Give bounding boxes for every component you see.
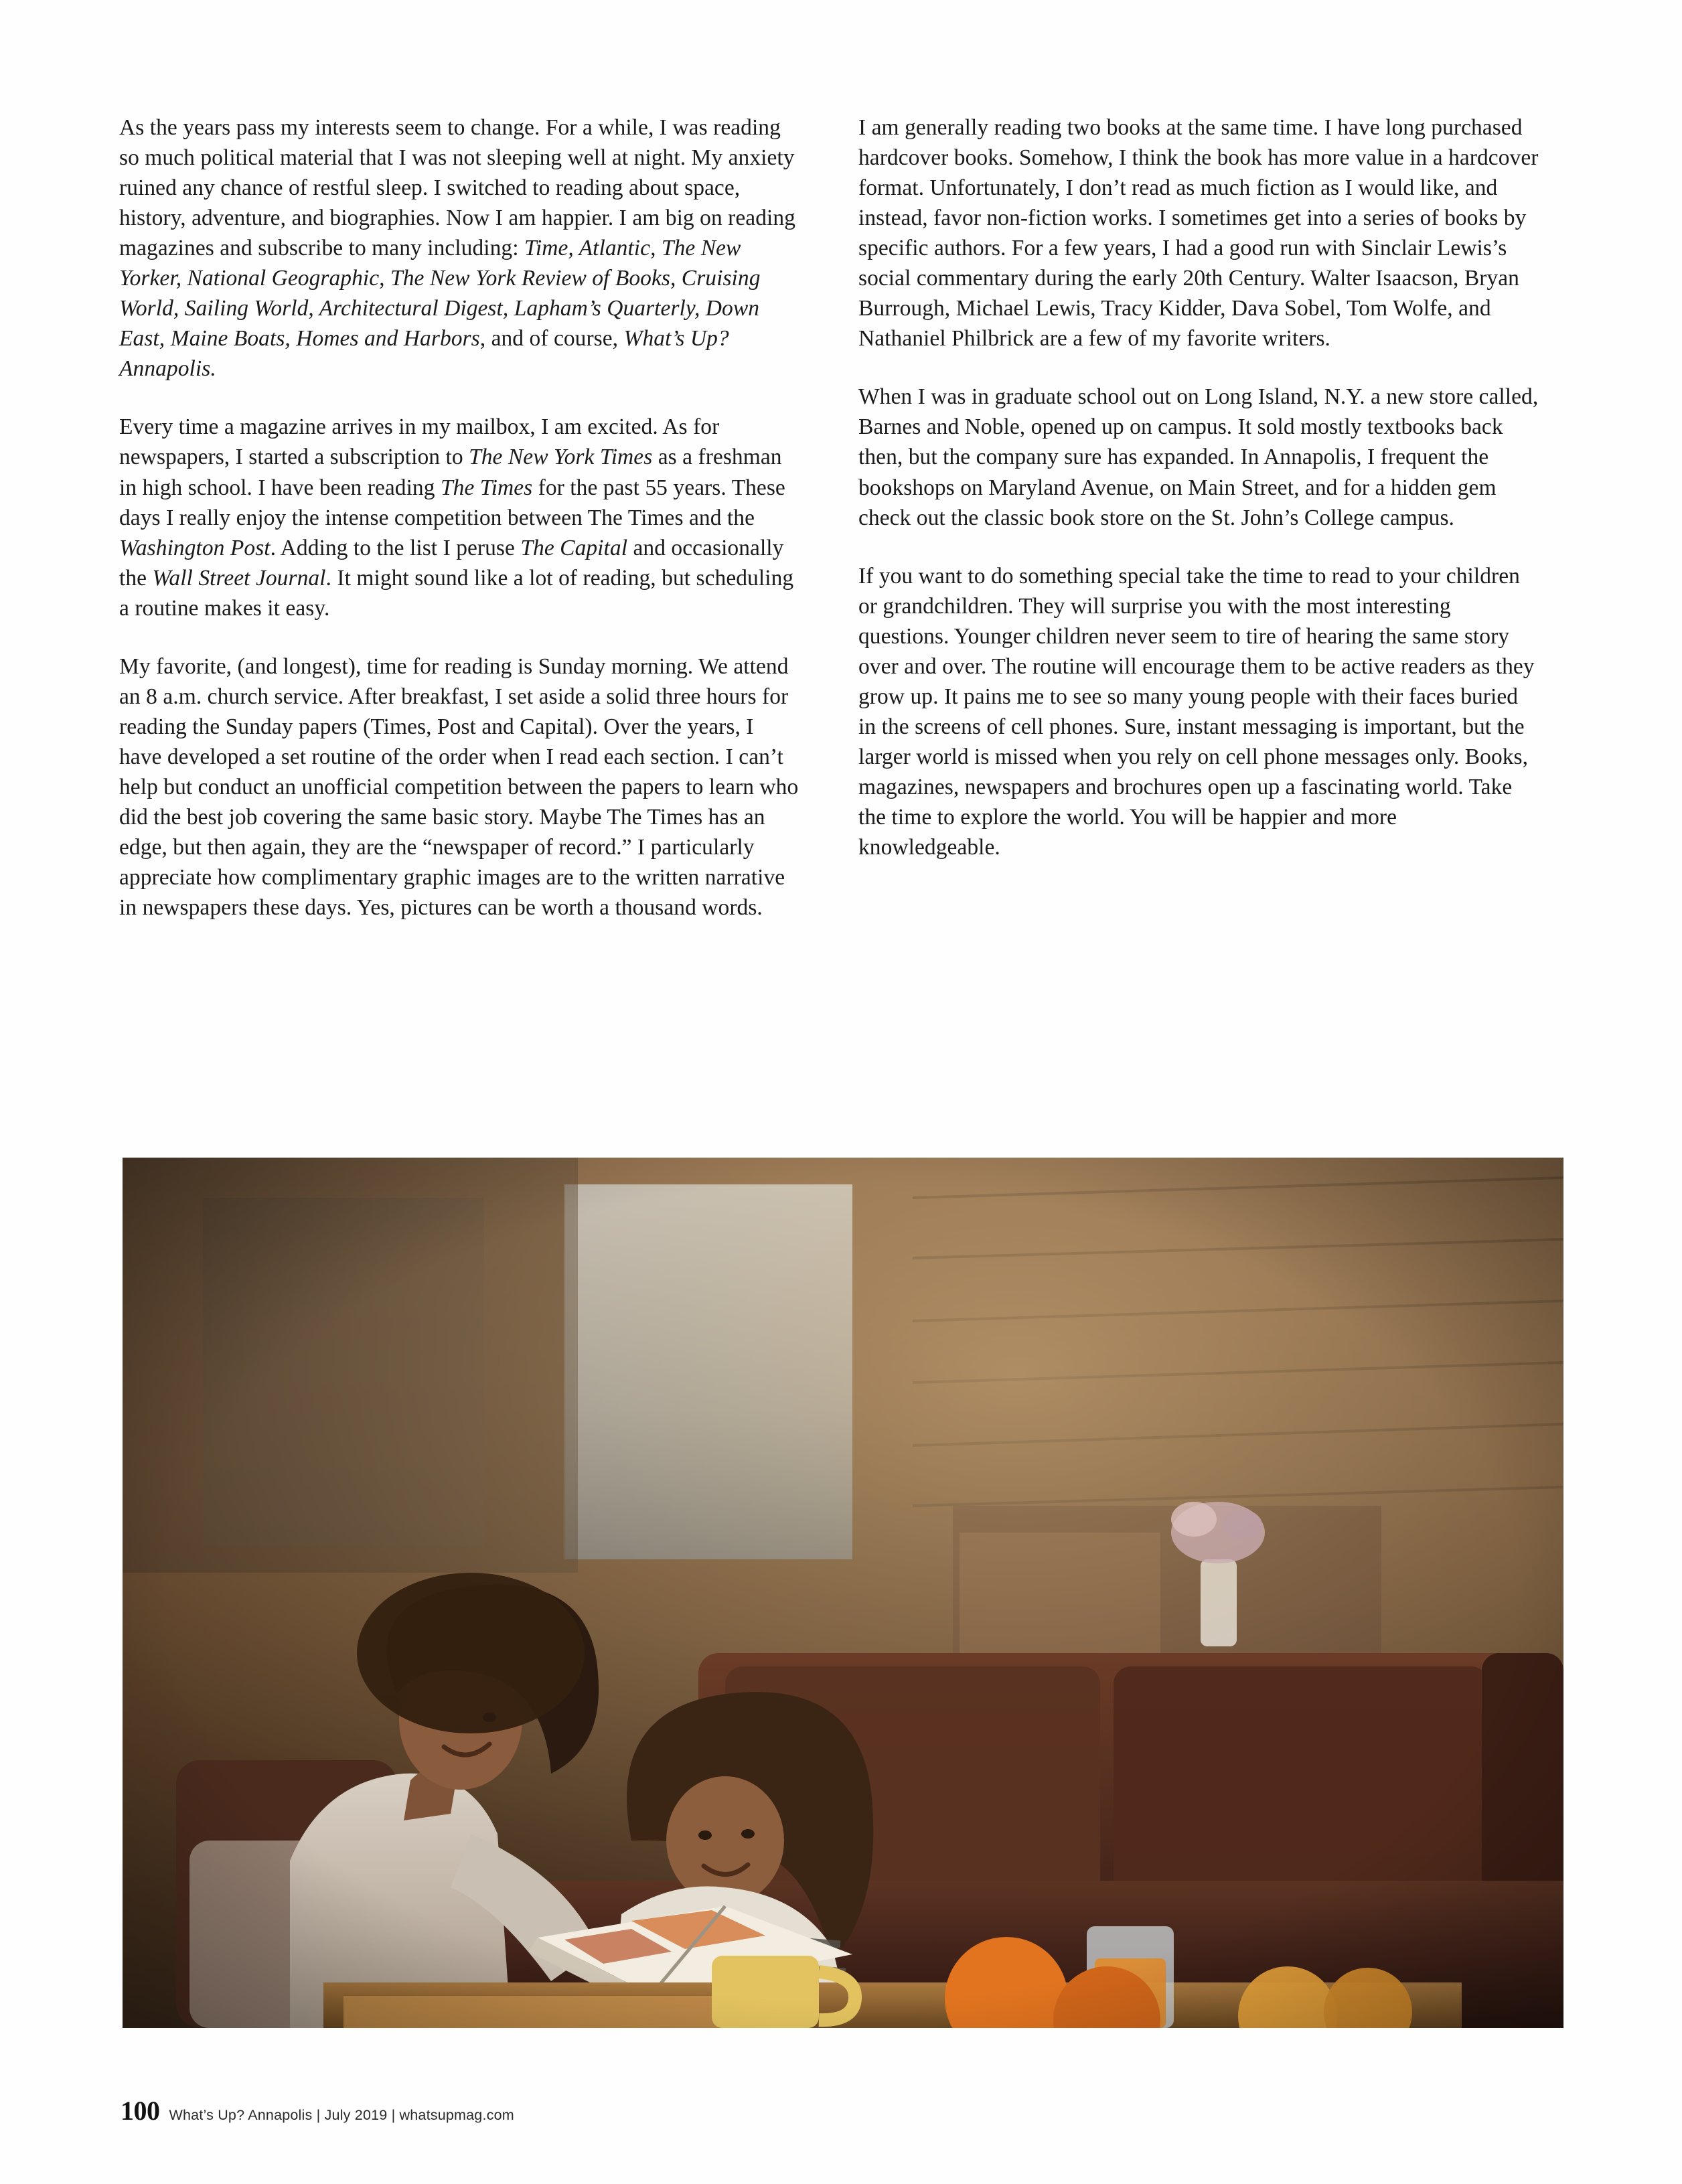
text-run: . It might sound like a lot of reading, but scheduling a routine makes it easy. [119, 565, 794, 621]
text-run: If you want to do something special take the time to read to your children or grandchildren. They will surprise you with the most interesting questions. Younger children never seem to tire of hearing the same story over and over. The routine will encourage them to be active readers as they grow up. It pains me to see so many young people with their faces buried in the screens of cell phones. Sure, instant messaging is important, but the larger world is missed when you rely on cell phone messages only. Books, magazines, newspapers and brochures open up a fascinating world. Take the time to explore the world. You will be happier and more knowledgeable. [858, 563, 1535, 860]
text-run: as a freshman in high school. I have been reading [119, 445, 782, 500]
italic-run: The Capital [520, 535, 628, 560]
italic-run: What’s Up? Annapolis. [119, 326, 729, 382]
para-children [858, 561, 1540, 862]
text-run: and occasionally the [119, 535, 784, 591]
page-footer [121, 2095, 514, 2126]
column-right [858, 112, 1540, 923]
para-two-books [858, 112, 1540, 354]
para-interests [119, 112, 801, 384]
text-run: When I was in graduate school out on Long Island, N.Y. a new store called, Barnes and Noble, opened up on campus. It sold mostly textbooks back then, but the company sure has expanded. In Annapolis, I frequent the bookshops on Maryland Avenue, on Main Street, and for a hidden gem check out the classic book store on the St. John’s College campus. [858, 384, 1539, 530]
article-body [119, 112, 1565, 923]
text-run: . Adding to the list I peruse [270, 535, 521, 560]
para-sunday [119, 651, 801, 923]
italic-run: The New York Times [469, 445, 653, 470]
italic-run: Washington Post [119, 535, 271, 560]
page-number: 100 [121, 2096, 160, 2126]
para-newspapers [119, 412, 801, 623]
photo-illustration [123, 1158, 1563, 2028]
column-left [119, 112, 801, 923]
text-run: Every time a magazine arrives in my mailbox, I am excited. As for newspapers, I started a subscription to [119, 414, 720, 470]
text-run: As the years pass my interests seem to change. For a while, I was reading so much political material that I was not sleeping well at night. My anxiety ruined any chance of restful sleep. I switched to reading about space, history, adventure, and biographies. Now I am happier. I am big on reading magazines and subscribe to many including: [119, 115, 795, 261]
italic-run: Time, Atlantic, The New Yorker, National Geographic, The New York Review of Books, Cruising World, Sailing World, Architectural Digest, Lapham’s Quarterly, Down East, Maine Boats, Homes and Harbors [119, 236, 761, 352]
text-run: , and of course, [479, 326, 624, 352]
text-run: for the past 55 years. These days I really enjoy the intense competition between The Times and the [119, 475, 785, 530]
italic-run: The Times [440, 475, 533, 500]
text-run: My favorite, (and longest), time for reading is Sunday morning. We attend an 8 a.m. church service. After breakfast, I set aside a solid three hours for reading the Sunday papers (Times, Post and Capital). Over the years, I have developed a set routine of the order when I read each section. I can’t help but conduct an unofficial competition between the papers to learn who did the best job covering the same basic story. Maybe The Times has an edge, but then again, they are the “newspaper of record.” I particularly appreciate how complimentary graphic images are to the written narrative in newspapers these days. Yes, pictures can be worth a thousand words. [119, 653, 799, 921]
text-run: I am generally reading two books at the same time. I have long purchased hardcover books. Somehow, I think the book has more value in a hardcover format. Unfortunately, I don’t read as much fiction as I would like, and instead, favor non-fiction works. I sometimes get into a series of books by specific authors. For a few years, I had a good run with Sinclair Lewis’s social commentary during the early 20th Century. Walter Isaacson, Bryan Burrough, Michael Lewis, Tracy Kidder, Dava Sobel, Tom Wolfe, and Nathaniel Philbrick are a few of my favorite writers. [858, 115, 1539, 352]
footer-credit: What’s Up? Annapolis | July 2019 | whatsupmag.com [169, 2107, 514, 2123]
article-photo [123, 1158, 1563, 2028]
italic-run: Wall Street Journal [152, 565, 326, 591]
para-grad-school [858, 382, 1540, 532]
